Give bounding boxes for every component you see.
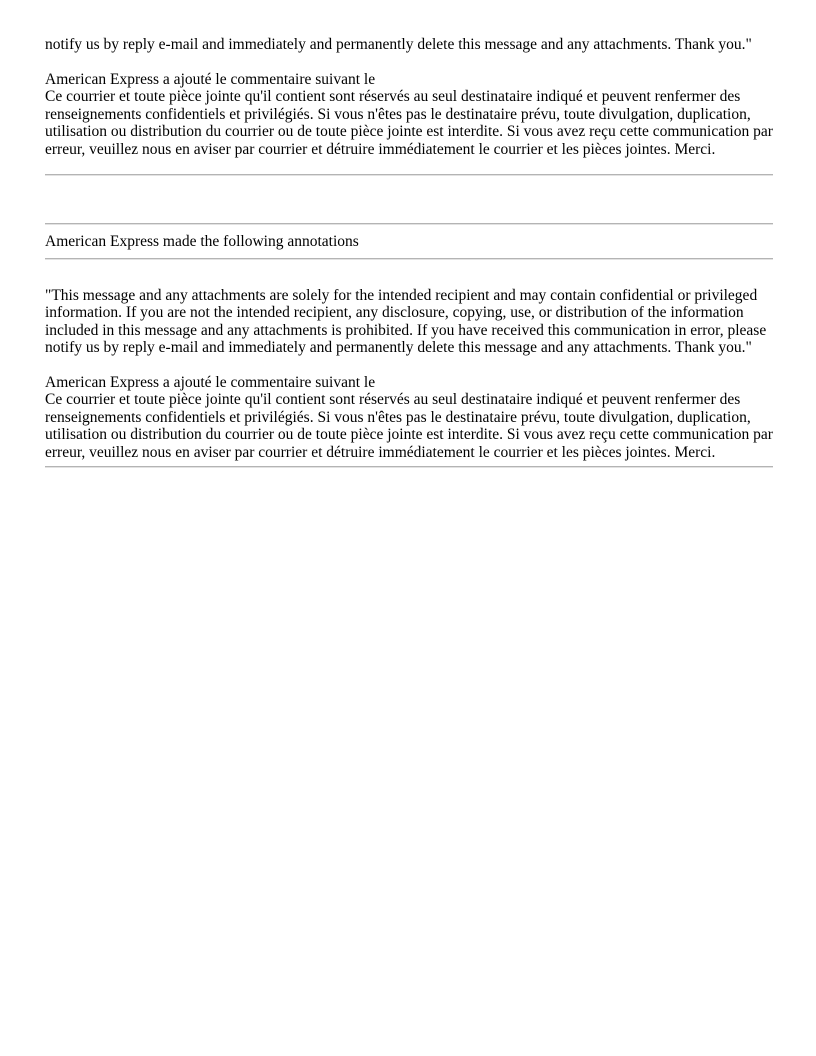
paragraph-gap xyxy=(45,54,775,71)
end-divider xyxy=(45,466,773,468)
english-disclaimer-body: "This message and any attachments are solely for the intended recipient and may contain confidential or privileged information. If you are not the intended recipient, any disclosure, copying, use, or distribution of the information included in this message and any attachments is prohibited. If you have received this communication in error, please notify us by reply e-mail and immediately and permanently delete this message and any attachments. Thank you." xyxy=(45,286,767,356)
english-disclaimer-tail: notify us by reply e-mail and immediately and permanently delete this message and any attachments. Thank you." xyxy=(45,36,752,53)
annotations-heading: American Express made the following annotations xyxy=(45,233,359,250)
email-disclaimer-page xyxy=(45,36,775,468)
paragraph-gap xyxy=(45,357,775,374)
french-disclaimer-body: Ce courrier et toute pièce jointe qu'il contient sont réservés au seul destinataire indiqué et peuvent renfermer des renseignements confidentiels et privilégiés. Si vous n'êtes pas le destinataire prévu, toute divulgation, duplication, utilisation ou distribution du courrier ou de toute pièce jointe est interdite. Si vous avez reçu cette communication par erreur, veuillez nous en aviser par courrier et détruire immédiatement le courrier et les pièces jointes. Merci. xyxy=(45,88,773,158)
french-annotation-heading: American Express a ajouté le commentaire suivant le xyxy=(45,70,376,88)
french-disclaimer-body: Ce courrier et toute pièce jointe qu'il contient sont réservés au seul destinataire indiqué et peuvent renfermer des renseignements confidentiels et privilégiés. Si vous n'êtes pas le destinataire prévu, toute divulgation, duplication, utilisation ou distribution du courrier ou de toute pièce jointe est interdite. Si vous avez reçu cette communication par erreur, veuillez nous en aviser par courrier et détruire immédiatement le courrier et les pièces jointes. Merci. xyxy=(45,391,773,461)
french-annotation-heading: American Express a ajouté le commentaire suivant le xyxy=(45,373,376,391)
